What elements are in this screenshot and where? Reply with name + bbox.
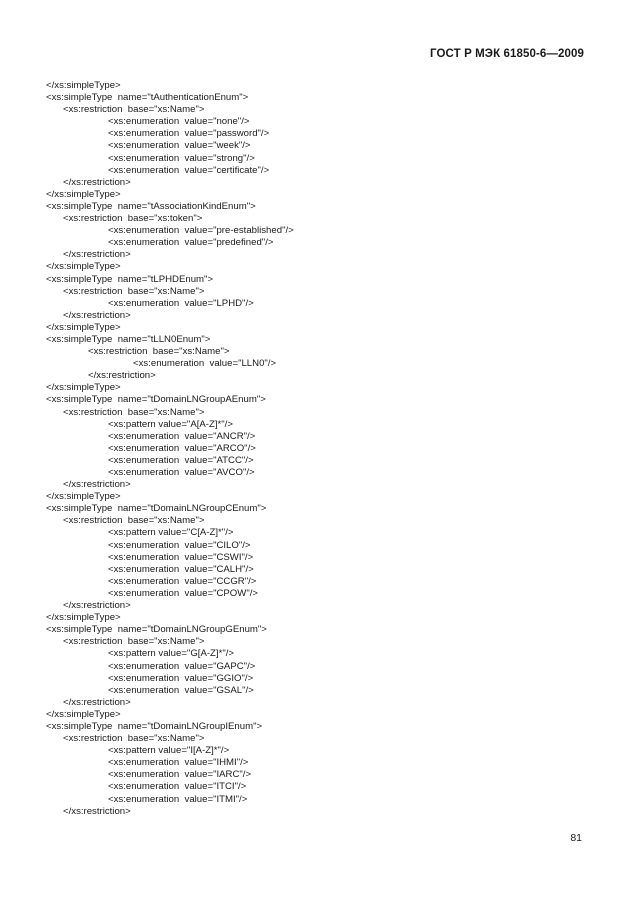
code-line: </xs:restriction> [63,805,131,817]
code-line: </xs:restriction> [63,479,131,491]
code-line: <xs:simpleType name="tDomainLNGroupCEnum"> [46,503,267,515]
code-line: <xs:enumeration value="CCGR"/> [108,575,257,587]
code-line: </xs:simpleType> [46,188,121,200]
code-line: </xs:simpleType> [46,321,121,333]
code-line: <xs:enumeration value="ATCC"/> [108,454,254,466]
code-line: </xs:restriction> [63,176,131,188]
code-line: <xs:pattern value="I[A-Z]*"/> [108,745,230,757]
code-line: <xs:pattern value="G[A-Z]*"/> [108,648,234,660]
code-line: <xs:enumeration value="certificate"/> [108,164,270,176]
code-line: <xs:enumeration value="strong"/> [108,152,255,164]
code-line: <xs:enumeration value="ARCO"/> [108,442,256,454]
code-line: </xs:simpleType> [46,612,121,624]
page-number: 81 [570,832,582,844]
code-line: <xs:simpleType name="tDomainLNGroupIEnum"> [46,720,263,732]
code-line: <xs:enumeration value="password"/> [108,128,270,140]
code-line: <xs:pattern value="A[A-Z]*"/> [108,418,233,430]
code-line: <xs:enumeration value="LPHD"/> [108,297,254,309]
code-line: <xs:enumeration value="CALH"/> [108,563,254,575]
code-line: <xs:enumeration value="ANCR"/> [108,430,256,442]
code-line: <xs:enumeration value="ITMI"/> [108,793,248,805]
code-line: <xs:enumeration value="predefined"/> [108,237,274,249]
code-line: </xs:simpleType> [46,382,121,394]
code-line: <xs:restriction base="xs:Name"> [63,406,205,418]
code-line: <xs:enumeration value="IARC"/> [108,769,252,781]
code-line: <xs:enumeration value="pre-established"/> [108,225,294,237]
code-line: <xs:restriction base="xs:Name"> [63,104,205,116]
code-line: <xs:restriction base="xs:Name"> [63,636,205,648]
code-line: <xs:enumeration value="week"/> [108,140,251,152]
code-line: <xs:restriction base="xs:Name"> [88,346,230,358]
code-line: </xs:restriction> [63,600,131,612]
code-line: <xs:enumeration value="AVCO"/> [108,467,255,478]
code-line: </xs:simpleType> [46,261,121,273]
code-line: <xs:restriction base="xs:Name"> [63,285,205,297]
code-line: <xs:enumeration value="LLN0"/> [133,358,277,370]
code-line: </xs:restriction> [63,696,131,708]
code-line: <xs:simpleType name="tLLN0Enum"> [46,333,211,345]
code-line: <xs:enumeration value="GGIO"/> [108,672,254,684]
code-line: </xs:restriction> [63,309,131,321]
code-line: </xs:simpleType> [46,80,121,91]
code-line: </xs:simpleType> [46,708,121,720]
code-line: <xs:enumeration value="none"/> [108,116,250,128]
code-line: <xs:simpleType name="tDomainLNGroupAEnum"> [46,394,266,406]
code-line: <xs:enumeration value="ITCI"/> [108,781,247,793]
code-line: <xs:pattern value="C[A-Z]*"/> [108,527,234,539]
code-line: </xs:simpleType> [46,491,121,503]
code-line: <xs:enumeration value="CPOW"/> [108,587,258,599]
code-line: <xs:enumeration value="GAPC"/> [108,660,256,672]
code-line: <xs:simpleType name="tAssociationKindEnum"> [46,200,256,212]
code-line: </xs:restriction> [63,249,131,261]
standard-header: ГОСТ Р МЭК 61850-6—2009 [430,48,584,60]
code-line: <xs:simpleType name="tLPHDEnum"> [46,273,214,285]
code-line: <xs:restriction base="xs:Name"> [63,515,205,527]
code-line: <xs:restriction base="xs:Name"> [63,733,205,745]
code-line: <xs:enumeration value="IHMI"/> [108,757,249,769]
code-line: <xs:simpleType name="tDomainLNGroupGEnum"> [46,624,267,636]
code-line: <xs:restriction base="xs:token"> [63,213,203,225]
code-line: </xs:restriction> [88,370,156,382]
xml-schema-listing [46,80,586,818]
code-line: <xs:enumeration value="GSAL"/> [108,684,254,696]
code-line: <xs:enumeration value="CILO"/> [108,539,251,551]
code-line: <xs:simpleType name="tAuthenticationEnum"> [46,92,249,104]
code-line: <xs:enumeration value="CSWI"/> [108,551,254,563]
